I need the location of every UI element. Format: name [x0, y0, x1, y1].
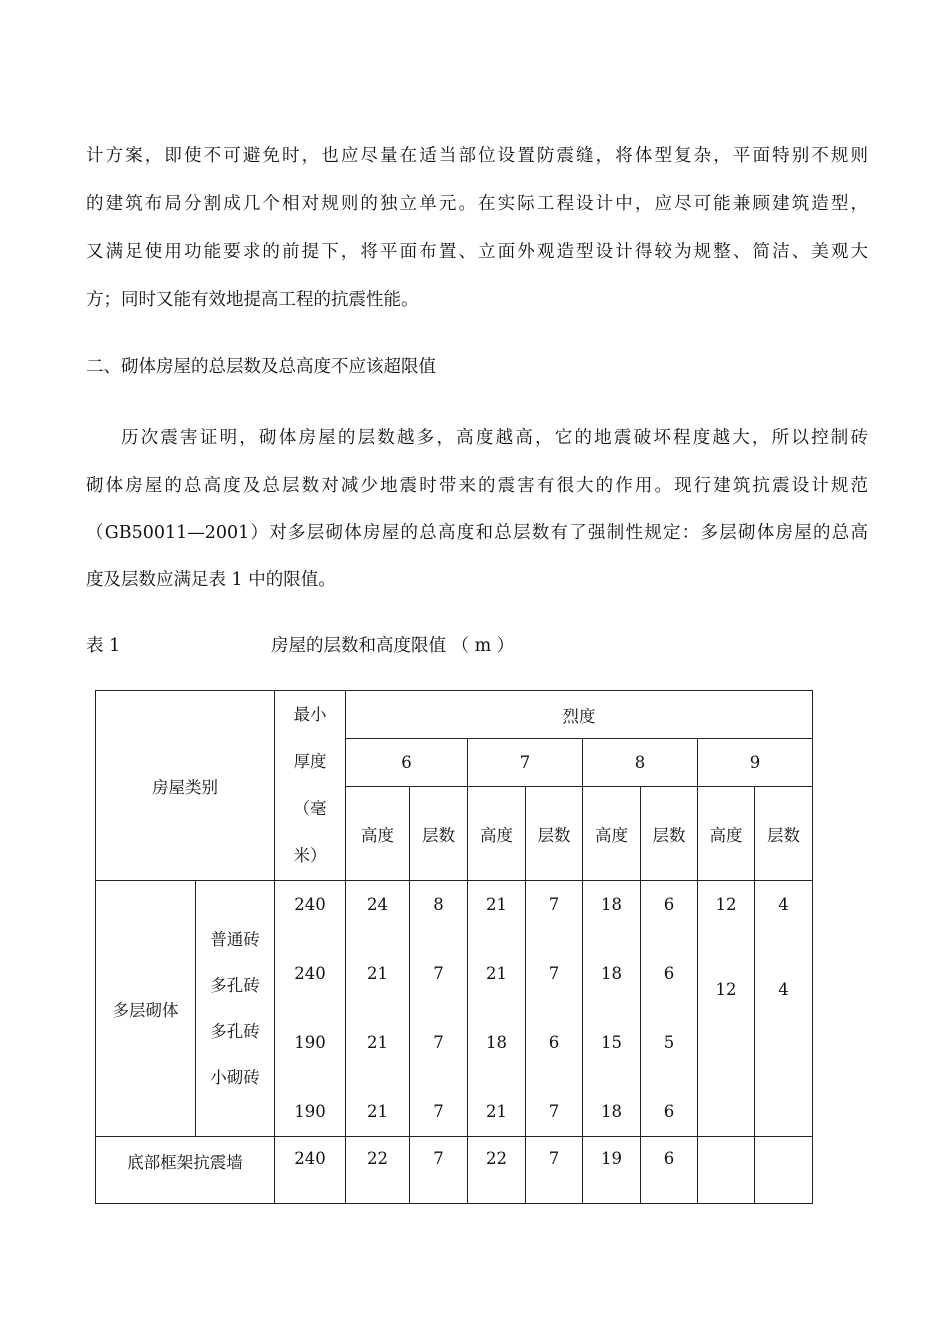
header-degree-6: 6 [346, 739, 468, 787]
value-cell: 19 [583, 1137, 641, 1204]
masonry-group-label: 多层砌体 [96, 881, 196, 1137]
header-height: 高度 [346, 787, 410, 881]
height-limits-table [95, 690, 813, 1204]
value-cell: 7 [548, 963, 560, 983]
value-cell: 18 [601, 894, 622, 914]
value-cell: 4 [778, 979, 789, 999]
value-cell: 22 [468, 1137, 526, 1204]
value-column [755, 881, 813, 1137]
header-height: 高度 [698, 787, 755, 881]
header-height: 高度 [468, 787, 526, 881]
value-cell: 7 [433, 1033, 444, 1053]
thickness-value: 240 [294, 894, 326, 914]
thickness-value: 240 [275, 1137, 346, 1204]
value-column [698, 881, 755, 1137]
value-column [526, 881, 583, 1137]
paragraph1-line: 又满足使用功能要求的前提下，将平面布置、立面外观造型设计得较为规整、简洁、美观大 [86, 242, 868, 262]
header-thickness-line: 最小 [293, 705, 327, 724]
value-cell: 22 [346, 1137, 410, 1204]
value-cell: 6 [663, 963, 675, 983]
header-degree-8: 8 [583, 739, 698, 787]
header-floors: 层数 [755, 787, 813, 881]
header-floors: 层数 [410, 787, 468, 881]
header-thickness-line: （毫 [293, 799, 327, 818]
table-caption-title: 房屋的层数和高度限值 （ m ） [271, 636, 515, 656]
value-cell: 7 [548, 894, 560, 914]
paragraph2-line: （GB50011—2001）对多层砌体房屋的总高度和总层数有了强制性规定：多层砌体房屋的总高 [86, 523, 868, 543]
value-cell: 18 [601, 963, 622, 983]
value-cell: 7 [433, 963, 444, 983]
header-category: 房屋类别 [96, 691, 275, 881]
paragraph1-line: 方；同时又能有效地提高工程的抗震性能。 [86, 290, 419, 310]
value-cell: 21 [367, 1102, 388, 1122]
header-degree-7: 7 [468, 739, 583, 787]
masonry-type: 多孔砖 [210, 1021, 260, 1041]
value-cell: 21 [486, 1102, 507, 1122]
value-cell: 4 [778, 894, 789, 914]
header-floors: 层数 [526, 787, 583, 881]
value-cell: 6 [641, 1137, 698, 1204]
value-column [410, 881, 468, 1137]
value-cell: 7 [548, 1102, 560, 1122]
thickness-value: 190 [294, 1102, 326, 1122]
thickness-cell [275, 881, 346, 1137]
header-thickness-line: 米） [293, 846, 327, 865]
value-cell: 24 [367, 894, 388, 914]
value-cell: 5 [663, 1033, 675, 1053]
value-cell: 21 [486, 894, 507, 914]
header-thickness-line: 厚度 [293, 752, 327, 771]
value-cell: 15 [601, 1033, 622, 1053]
value-column [583, 881, 641, 1137]
value-cell: 12 [715, 979, 737, 999]
masonry-type: 小砌砖 [210, 1067, 260, 1087]
value-cell [755, 1137, 813, 1204]
section-heading: 二、砌体房屋的总层数及总高度不应该超限值 [86, 357, 436, 377]
paragraph1-line: 计方案，即使不可避免时，也应尽量在适当部位设置防震缝，将体型复杂，平面特别不规则 [86, 146, 868, 166]
table-caption-number: 表 1 [86, 636, 121, 656]
value-cell: 6 [548, 1033, 560, 1053]
value-cell: 21 [367, 963, 388, 983]
value-cell: 18 [486, 1033, 507, 1053]
header-height: 高度 [583, 787, 641, 881]
header-floors: 层数 [641, 787, 698, 881]
value-cell: 7 [526, 1137, 583, 1204]
bottom-frame-label: 底部框架抗震墙 [96, 1137, 275, 1204]
value-cell: 18 [601, 1102, 622, 1122]
header-intensity: 烈度 [346, 691, 813, 739]
value-column [346, 881, 410, 1137]
paragraph2-line: 历次震害证明，砌体房屋的层数越多，高度越高，它的地震破坏程度越大，所以控制砖 [121, 428, 868, 448]
value-cell: 7 [433, 1102, 444, 1122]
header-thickness [275, 691, 346, 881]
masonry-type: 普通砖 [210, 929, 260, 949]
value-cell: 12 [715, 894, 737, 914]
thickness-value: 240 [294, 963, 326, 983]
value-cell: 8 [433, 894, 444, 914]
value-column [641, 881, 698, 1137]
value-cell: 6 [663, 894, 675, 914]
thickness-value: 190 [294, 1033, 326, 1053]
paragraph1-line: 的建筑布局分割成几个相对规则的独立单元。在实际工程设计中，应尽可能兼顾建筑造型， [86, 194, 868, 214]
value-cell: 21 [486, 963, 507, 983]
value-cell: 6 [663, 1102, 675, 1122]
header-degree-9: 9 [698, 739, 813, 787]
value-cell: 21 [367, 1033, 388, 1053]
masonry-types [196, 881, 275, 1137]
value-cell [698, 1137, 755, 1204]
masonry-type: 多孔砖 [210, 975, 260, 995]
value-column [468, 881, 526, 1137]
paragraph2-line: 度及层数应满足表 1 中的限值。 [86, 570, 336, 590]
paragraph2-line: 砌体房屋的总高度及总层数对减少地震时带来的震害有很大的作用。现行建筑抗震设计规范 [86, 476, 868, 496]
value-cell: 7 [410, 1137, 468, 1204]
